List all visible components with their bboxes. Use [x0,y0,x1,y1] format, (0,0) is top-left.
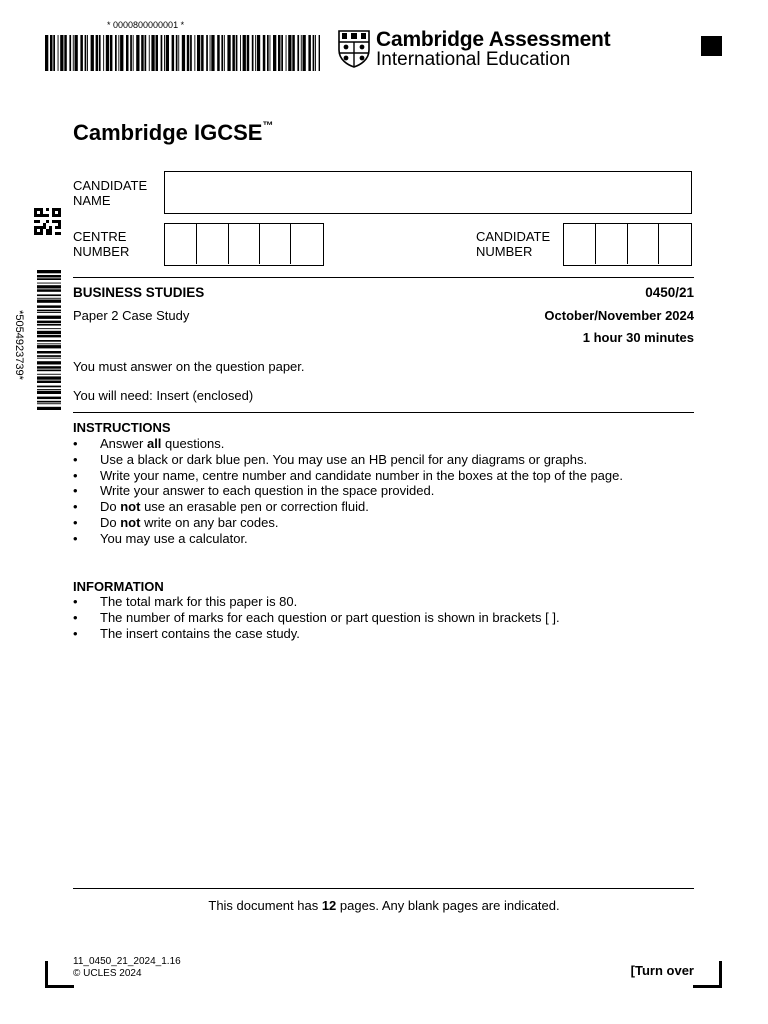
centre-number-digit[interactable] [165,224,197,264]
instructions-list [73,436,713,547]
centre-number-digit[interactable] [197,224,229,264]
answer-instruction: You must answer on the question paper. [73,359,305,374]
side-barcode [37,270,61,410]
information-item: • The insert contains the case study. [73,626,713,642]
divider [73,412,694,413]
materials-needed: You will need: Insert (enclosed) [73,388,254,403]
instruction-item: • Write your name, centre number and candidate number in the boxes at the top of the page. [73,468,713,484]
barcode-label: * 0000800000001 * [107,20,185,30]
exam-duration: 1 hour 30 minutes [582,330,694,345]
side-barcode-text-wrap [13,295,25,395]
crop-mark-left [45,961,48,988]
information-item: • The number of marks for each question or part question is shown in brackets [ ]. [73,610,713,626]
centre-number-digit[interactable] [260,224,291,264]
information-list [73,594,713,641]
side-barcode-text: *5054923739* [13,310,25,380]
candidate-name-label-line2: NAME [73,193,111,208]
divider [73,277,694,278]
candidate-name-label-line1: CANDIDATE [73,178,148,193]
divider [73,888,694,889]
instructions-heading: INSTRUCTIONS [73,420,171,435]
candidate-number-field[interactable] [563,223,692,266]
instruction-item: • You may use a calculator. [73,531,713,547]
centre-number-digit[interactable] [229,224,260,264]
page-count: 12 [321,898,337,913]
qr-code [34,208,61,235]
centre-number-field[interactable] [164,223,324,266]
turn-over: [Turn over [630,963,694,978]
candidate-number-label-line1: CANDIDATE [476,229,551,244]
candidate-number-digit[interactable] [596,224,628,264]
candidate-name-field[interactable] [164,171,692,214]
candidate-number-digit[interactable] [628,224,659,264]
crop-mark-left-base [45,985,74,988]
candidate-number-label-line2: NUMBER [476,244,533,259]
registration-mark [701,36,722,56]
centre-number-label-line2: NUMBER [73,244,130,259]
information-item: • The total mark for this paper is 80. [73,594,713,610]
logo-title: Cambridge Assessment [376,28,611,51]
candidate-number-label [476,229,550,259]
exam-session: October/November 2024 [544,308,694,323]
page-count-pre: This document has [208,898,322,913]
page-title [73,120,273,146]
instruction-item: • Do not use an erasable pen or correction fluid. [73,499,713,515]
title-text: Cambridge IGCSE [73,120,263,145]
document-code-block [73,956,181,980]
trademark-symbol: ™ [262,119,274,132]
centre-number-label [73,229,129,259]
centre-number-label-line1: CENTRE [73,229,127,244]
candidate-name-label [73,178,147,208]
instruction-item: • Answer all questions. [73,436,713,452]
instruction-item: • Use a black or dark blue pen. You may use an HB pencil for any diagrams or graphs. [73,452,713,468]
logo-subtitle: International Education [376,49,571,70]
page-count-note [0,898,768,913]
candidate-number-digit[interactable] [564,224,596,264]
instruction-item: • Do not write on any bar codes. [73,515,713,531]
instruction-item: • Write your answer to each question in the space provided. [73,483,713,499]
copyright: © UCLES 2024 [73,968,142,979]
crop-mark-right [719,961,722,988]
document-code: 11_0450_21_2024_1.16 [73,956,181,967]
crop-mark-right-base [693,985,722,988]
subject-title: BUSINESS STUDIES [73,285,205,300]
information-heading: INFORMATION [73,579,164,594]
page-count-post: pages. Any blank pages are indicated. [336,898,560,913]
top-barcode [45,35,320,71]
paper-name: Paper 2 Case Study [73,308,190,323]
cambridge-shield-icon [338,30,370,68]
paper-code: 0450/21 [645,285,694,300]
